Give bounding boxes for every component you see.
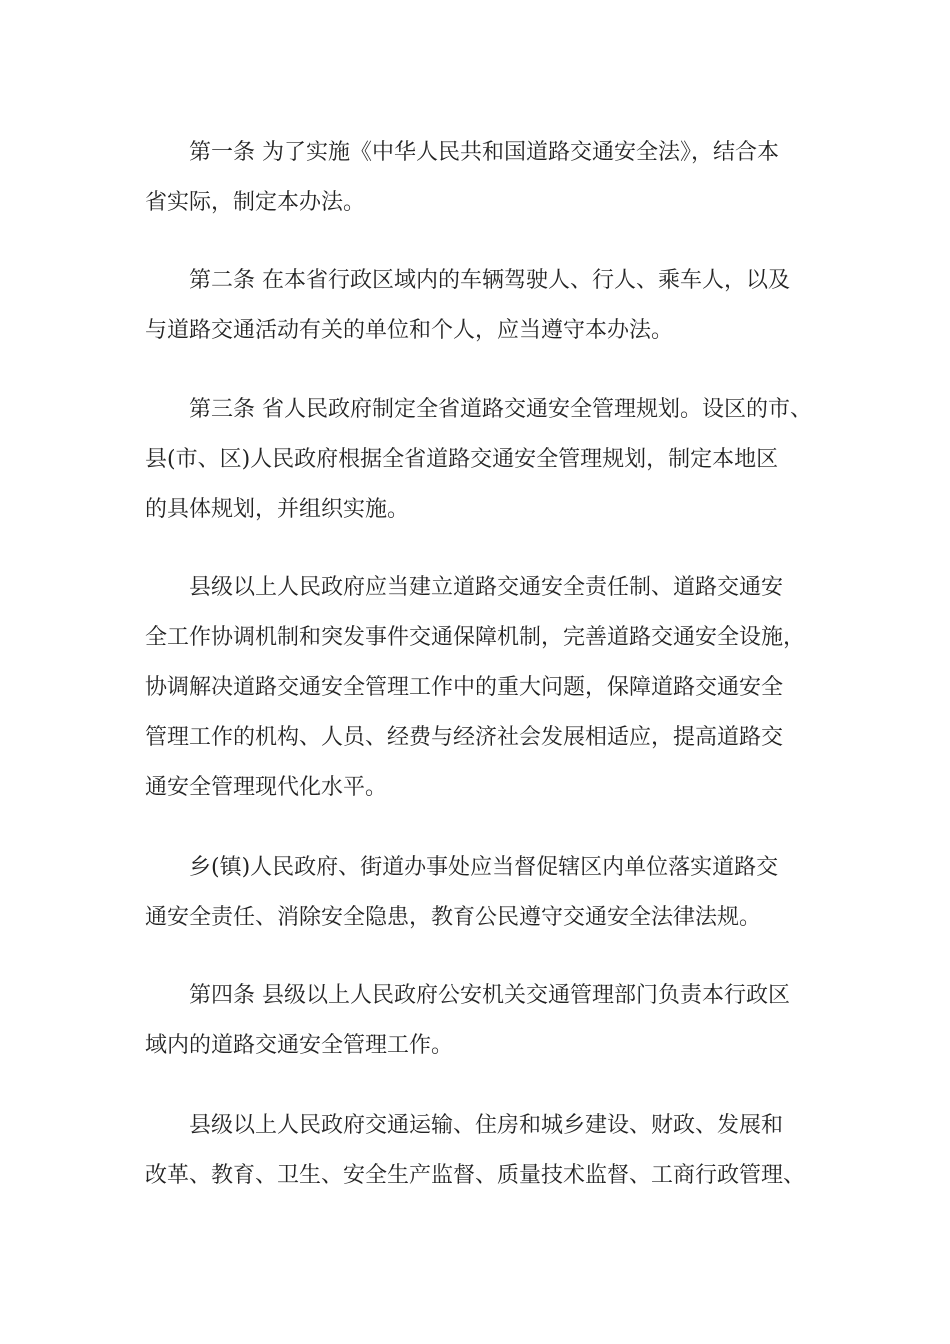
text-line: 县级以上人民政府交通运输、住房和城乡建设、财政、发展和: [189, 1113, 784, 1138]
text-line: 与道路交通活动有关的单位和个人，应当遵守本办法。: [145, 318, 674, 343]
paragraph-article-1: [145, 128, 825, 228]
text-line: 县(市、区)人民政府根据全省道路交通安全管理规划，制定本地区: [145, 447, 779, 472]
paragraph-article-4-departments: [145, 1101, 825, 1201]
text-line: 第四条 县级以上人民政府公安机关交通管理部门负责本行政区: [189, 983, 790, 1008]
text-line: 乡(镇)人民政府、街道办事处应当督促辖区内单位落实道路交: [189, 855, 779, 880]
paragraph-article-3-township: [145, 843, 825, 943]
text-line: 第一条 为了实施《中华人民共和国道路交通安全法》，结合本: [189, 140, 779, 165]
text-line: 管理工作的机构、人员、经费与经济社会发展相适应，提高道路交: [145, 725, 784, 750]
paragraph-article-2: [145, 256, 825, 356]
text-line: 第三条 省人民政府制定全省道路交通安全管理规划。设区的市、: [189, 397, 812, 422]
paragraph-article-3: [145, 385, 825, 535]
text-line: 县级以上人民政府应当建立道路交通安全责任制、道路交通安: [189, 575, 784, 600]
text-line: 通安全责任、消除安全隐患，教育公民遵守交通安全法律法规。: [145, 905, 762, 930]
text-line: 改革、教育、卫生、安全生产监督、质量技术监督、工商行政管理、: [145, 1163, 806, 1188]
text-line: 全工作协调机制和突发事件交通保障机制，完善道路交通安全设施，: [145, 625, 806, 650]
text-line: 协调解决道路交通安全管理工作中的重大问题，保障道路交通安全: [145, 675, 784, 700]
paragraph-article-3-county: [145, 563, 825, 813]
text-line: 的具体规划，并组织实施。: [145, 497, 410, 522]
text-line: 域内的道路交通安全管理工作。: [145, 1033, 454, 1058]
text-line: 通安全管理现代化水平。: [145, 775, 388, 800]
text-line: 第二条 在本省行政区域内的车辆驾驶人、行人、乘车人，以及: [189, 268, 790, 293]
paragraph-article-4: [145, 971, 825, 1071]
text-line: 省实际，制定本办法。: [145, 190, 366, 215]
